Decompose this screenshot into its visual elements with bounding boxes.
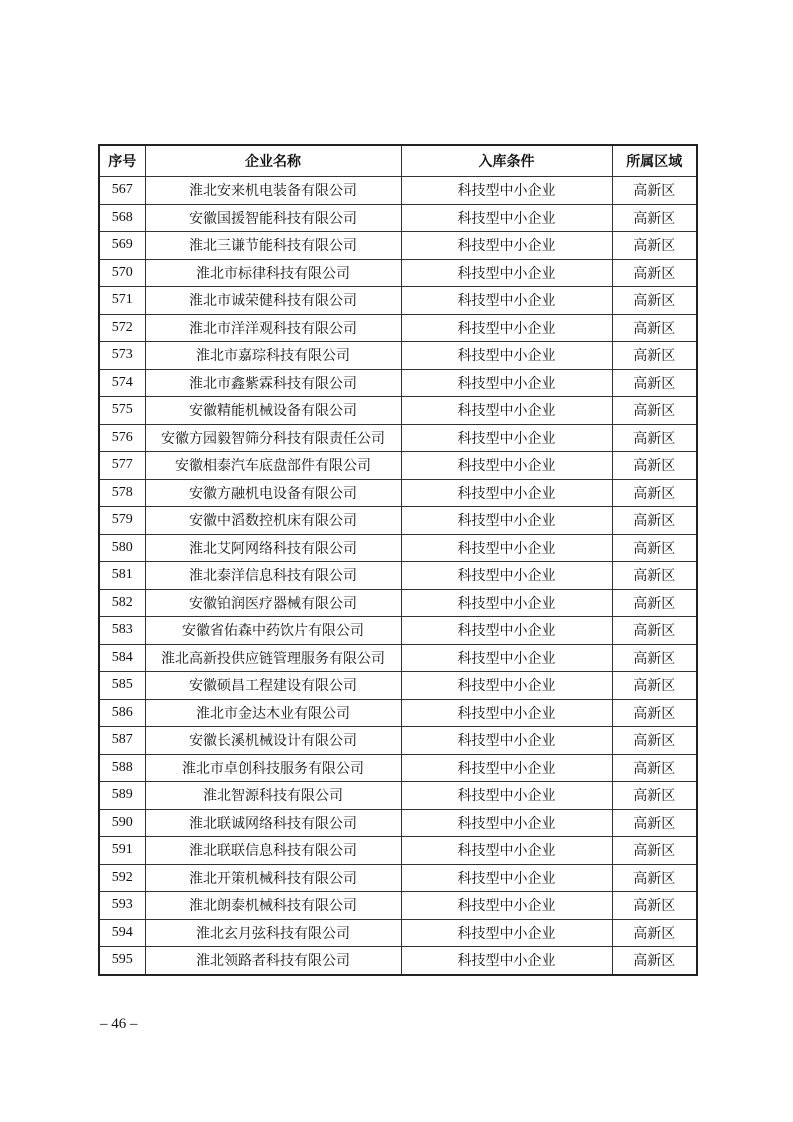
region-cell: 高新区: [612, 699, 697, 727]
serial-cell: 577: [99, 452, 145, 480]
serial-cell: 584: [99, 644, 145, 672]
serial-cell: 593: [99, 892, 145, 920]
region-cell: 高新区: [612, 177, 697, 205]
table-row: [99, 644, 697, 672]
entry-condition-cell: 科技型中小企业: [401, 342, 612, 370]
company-name-cell: 淮北市洋洋观科技有限公司: [145, 314, 401, 342]
entry-condition-cell: 科技型中小企业: [401, 782, 612, 810]
serial-cell: 583: [99, 617, 145, 645]
table-row: [99, 479, 697, 507]
serial-cell: 568: [99, 204, 145, 232]
header-company-name: 企业名称: [145, 145, 401, 177]
entry-condition-cell: 科技型中小企业: [401, 892, 612, 920]
company-name-cell: 淮北朗泰机械科技有限公司: [145, 892, 401, 920]
table-row: [99, 452, 697, 480]
table-row: [99, 204, 697, 232]
table-row: [99, 177, 697, 205]
entry-condition-cell: 科技型中小企业: [401, 287, 612, 315]
serial-cell: 590: [99, 809, 145, 837]
entry-condition-cell: 科技型中小企业: [401, 204, 612, 232]
company-name-cell: 安徽方融机电设备有限公司: [145, 479, 401, 507]
serial-cell: 585: [99, 672, 145, 700]
region-cell: 高新区: [612, 809, 697, 837]
table-row: [99, 617, 697, 645]
region-cell: 高新区: [612, 562, 697, 590]
company-name-cell: 安徽方园毅智筛分科技有限责任公司: [145, 424, 401, 452]
entry-condition-cell: 科技型中小企业: [401, 232, 612, 260]
company-name-cell: 淮北市鑫紫霖科技有限公司: [145, 369, 401, 397]
company-name-cell: 淮北玄月弦科技有限公司: [145, 919, 401, 947]
entry-condition-cell: 科技型中小企业: [401, 562, 612, 590]
entry-condition-cell: 科技型中小企业: [401, 672, 612, 700]
entry-condition-cell: 科技型中小企业: [401, 864, 612, 892]
company-name-cell: 淮北市标律科技有限公司: [145, 259, 401, 287]
entry-condition-cell: 科技型中小企业: [401, 507, 612, 535]
table-row: [99, 534, 697, 562]
serial-cell: 567: [99, 177, 145, 205]
serial-cell: 595: [99, 947, 145, 975]
serial-cell: 576: [99, 424, 145, 452]
company-name-cell: 淮北智源科技有限公司: [145, 782, 401, 810]
region-cell: 高新区: [612, 589, 697, 617]
serial-cell: 594: [99, 919, 145, 947]
company-name-cell: 安徽铂润医疗器械有限公司: [145, 589, 401, 617]
table-row: [99, 754, 697, 782]
table-row: [99, 507, 697, 535]
company-name-cell: 安徽国援智能科技有限公司: [145, 204, 401, 232]
page-number: – 46 –: [100, 1016, 138, 1032]
entry-condition-cell: 科技型中小企业: [401, 589, 612, 617]
serial-cell: 571: [99, 287, 145, 315]
table-header-row: [99, 145, 697, 177]
table-row: [99, 369, 697, 397]
company-name-cell: 安徽中滔数控机床有限公司: [145, 507, 401, 535]
table-row: [99, 287, 697, 315]
region-cell: 高新区: [612, 314, 697, 342]
company-name-cell: 淮北领路者科技有限公司: [145, 947, 401, 975]
serial-cell: 579: [99, 507, 145, 535]
entry-condition-cell: 科技型中小企业: [401, 947, 612, 975]
serial-cell: 569: [99, 232, 145, 260]
company-name-cell: 淮北安来机电装备有限公司: [145, 177, 401, 205]
entry-condition-cell: 科技型中小企业: [401, 369, 612, 397]
table-row: [99, 919, 697, 947]
region-cell: 高新区: [612, 672, 697, 700]
company-name-cell: 淮北三谦节能科技有限公司: [145, 232, 401, 260]
header-region: 所属区域: [612, 145, 697, 177]
entry-condition-cell: 科技型中小企业: [401, 837, 612, 865]
region-cell: 高新区: [612, 507, 697, 535]
table-row: [99, 947, 697, 975]
company-name-cell: 淮北市嘉琮科技有限公司: [145, 342, 401, 370]
company-name-cell: 安徽省佑森中药饮片有限公司: [145, 617, 401, 645]
region-cell: 高新区: [612, 204, 697, 232]
entry-condition-cell: 科技型中小企业: [401, 479, 612, 507]
region-cell: 高新区: [612, 837, 697, 865]
company-name-cell: 淮北艾阿网络科技有限公司: [145, 534, 401, 562]
region-cell: 高新区: [612, 287, 697, 315]
entry-condition-cell: 科技型中小企业: [401, 259, 612, 287]
serial-cell: 572: [99, 314, 145, 342]
table-row: [99, 727, 697, 755]
region-cell: 高新区: [612, 424, 697, 452]
company-name-cell: 安徽硕昌工程建设有限公司: [145, 672, 401, 700]
table-row: [99, 809, 697, 837]
serial-cell: 575: [99, 397, 145, 425]
entry-condition-cell: 科技型中小企业: [401, 699, 612, 727]
company-name-cell: 淮北开策机械科技有限公司: [145, 864, 401, 892]
table-row: [99, 672, 697, 700]
region-cell: 高新区: [612, 892, 697, 920]
region-cell: 高新区: [612, 644, 697, 672]
company-name-cell: 淮北高新投供应链管理服务有限公司: [145, 644, 401, 672]
serial-cell: 586: [99, 699, 145, 727]
entry-condition-cell: 科技型中小企业: [401, 314, 612, 342]
region-cell: 高新区: [612, 397, 697, 425]
serial-cell: 574: [99, 369, 145, 397]
region-cell: 高新区: [612, 342, 697, 370]
entry-condition-cell: 科技型中小企业: [401, 397, 612, 425]
table-row: [99, 562, 697, 590]
region-cell: 高新区: [612, 864, 697, 892]
table-row: [99, 837, 697, 865]
serial-cell: 581: [99, 562, 145, 590]
table-row: [99, 892, 697, 920]
table-row: [99, 699, 697, 727]
company-name-cell: 淮北泰洋信息科技有限公司: [145, 562, 401, 590]
company-name-cell: 淮北联联信息科技有限公司: [145, 837, 401, 865]
table-row: [99, 342, 697, 370]
company-name-cell: 淮北市诚荣健科技有限公司: [145, 287, 401, 315]
entry-condition-cell: 科技型中小企业: [401, 644, 612, 672]
region-cell: 高新区: [612, 479, 697, 507]
entry-condition-cell: 科技型中小企业: [401, 727, 612, 755]
entry-condition-cell: 科技型中小企业: [401, 919, 612, 947]
entry-condition-cell: 科技型中小企业: [401, 424, 612, 452]
company-name-cell: 淮北市卓创科技服务有限公司: [145, 754, 401, 782]
entry-condition-cell: 科技型中小企业: [401, 809, 612, 837]
region-cell: 高新区: [612, 232, 697, 260]
table-row: [99, 864, 697, 892]
region-cell: 高新区: [612, 947, 697, 975]
region-cell: 高新区: [612, 259, 697, 287]
serial-cell: 592: [99, 864, 145, 892]
company-name-cell: 安徽长溪机械设计有限公司: [145, 727, 401, 755]
entry-condition-cell: 科技型中小企业: [401, 534, 612, 562]
serial-cell: 588: [99, 754, 145, 782]
serial-cell: 582: [99, 589, 145, 617]
table-row: [99, 259, 697, 287]
company-name-cell: 淮北联诚网络科技有限公司: [145, 809, 401, 837]
company-name-cell: 安徽相泰汽车底盘部件有限公司: [145, 452, 401, 480]
region-cell: 高新区: [612, 617, 697, 645]
serial-cell: 587: [99, 727, 145, 755]
region-cell: 高新区: [612, 727, 697, 755]
enterprise-table: [98, 144, 698, 976]
entry-condition-cell: 科技型中小企业: [401, 617, 612, 645]
region-cell: 高新区: [612, 919, 697, 947]
company-name-cell: 淮北市金达木业有限公司: [145, 699, 401, 727]
serial-cell: 591: [99, 837, 145, 865]
region-cell: 高新区: [612, 754, 697, 782]
header-entry-condition: 入库条件: [401, 145, 612, 177]
serial-cell: 580: [99, 534, 145, 562]
table-row: [99, 782, 697, 810]
serial-cell: 589: [99, 782, 145, 810]
region-cell: 高新区: [612, 369, 697, 397]
header-serial: 序号: [99, 145, 145, 177]
company-name-cell: 安徽精能机械设备有限公司: [145, 397, 401, 425]
region-cell: 高新区: [612, 534, 697, 562]
serial-cell: 578: [99, 479, 145, 507]
entry-condition-cell: 科技型中小企业: [401, 754, 612, 782]
region-cell: 高新区: [612, 452, 697, 480]
table-body: [99, 177, 697, 975]
table-row: [99, 424, 697, 452]
serial-cell: 573: [99, 342, 145, 370]
table-row: [99, 314, 697, 342]
table-row: [99, 397, 697, 425]
serial-cell: 570: [99, 259, 145, 287]
table-row: [99, 589, 697, 617]
entry-condition-cell: 科技型中小企业: [401, 452, 612, 480]
table-row: [99, 232, 697, 260]
region-cell: 高新区: [612, 782, 697, 810]
entry-condition-cell: 科技型中小企业: [401, 177, 612, 205]
